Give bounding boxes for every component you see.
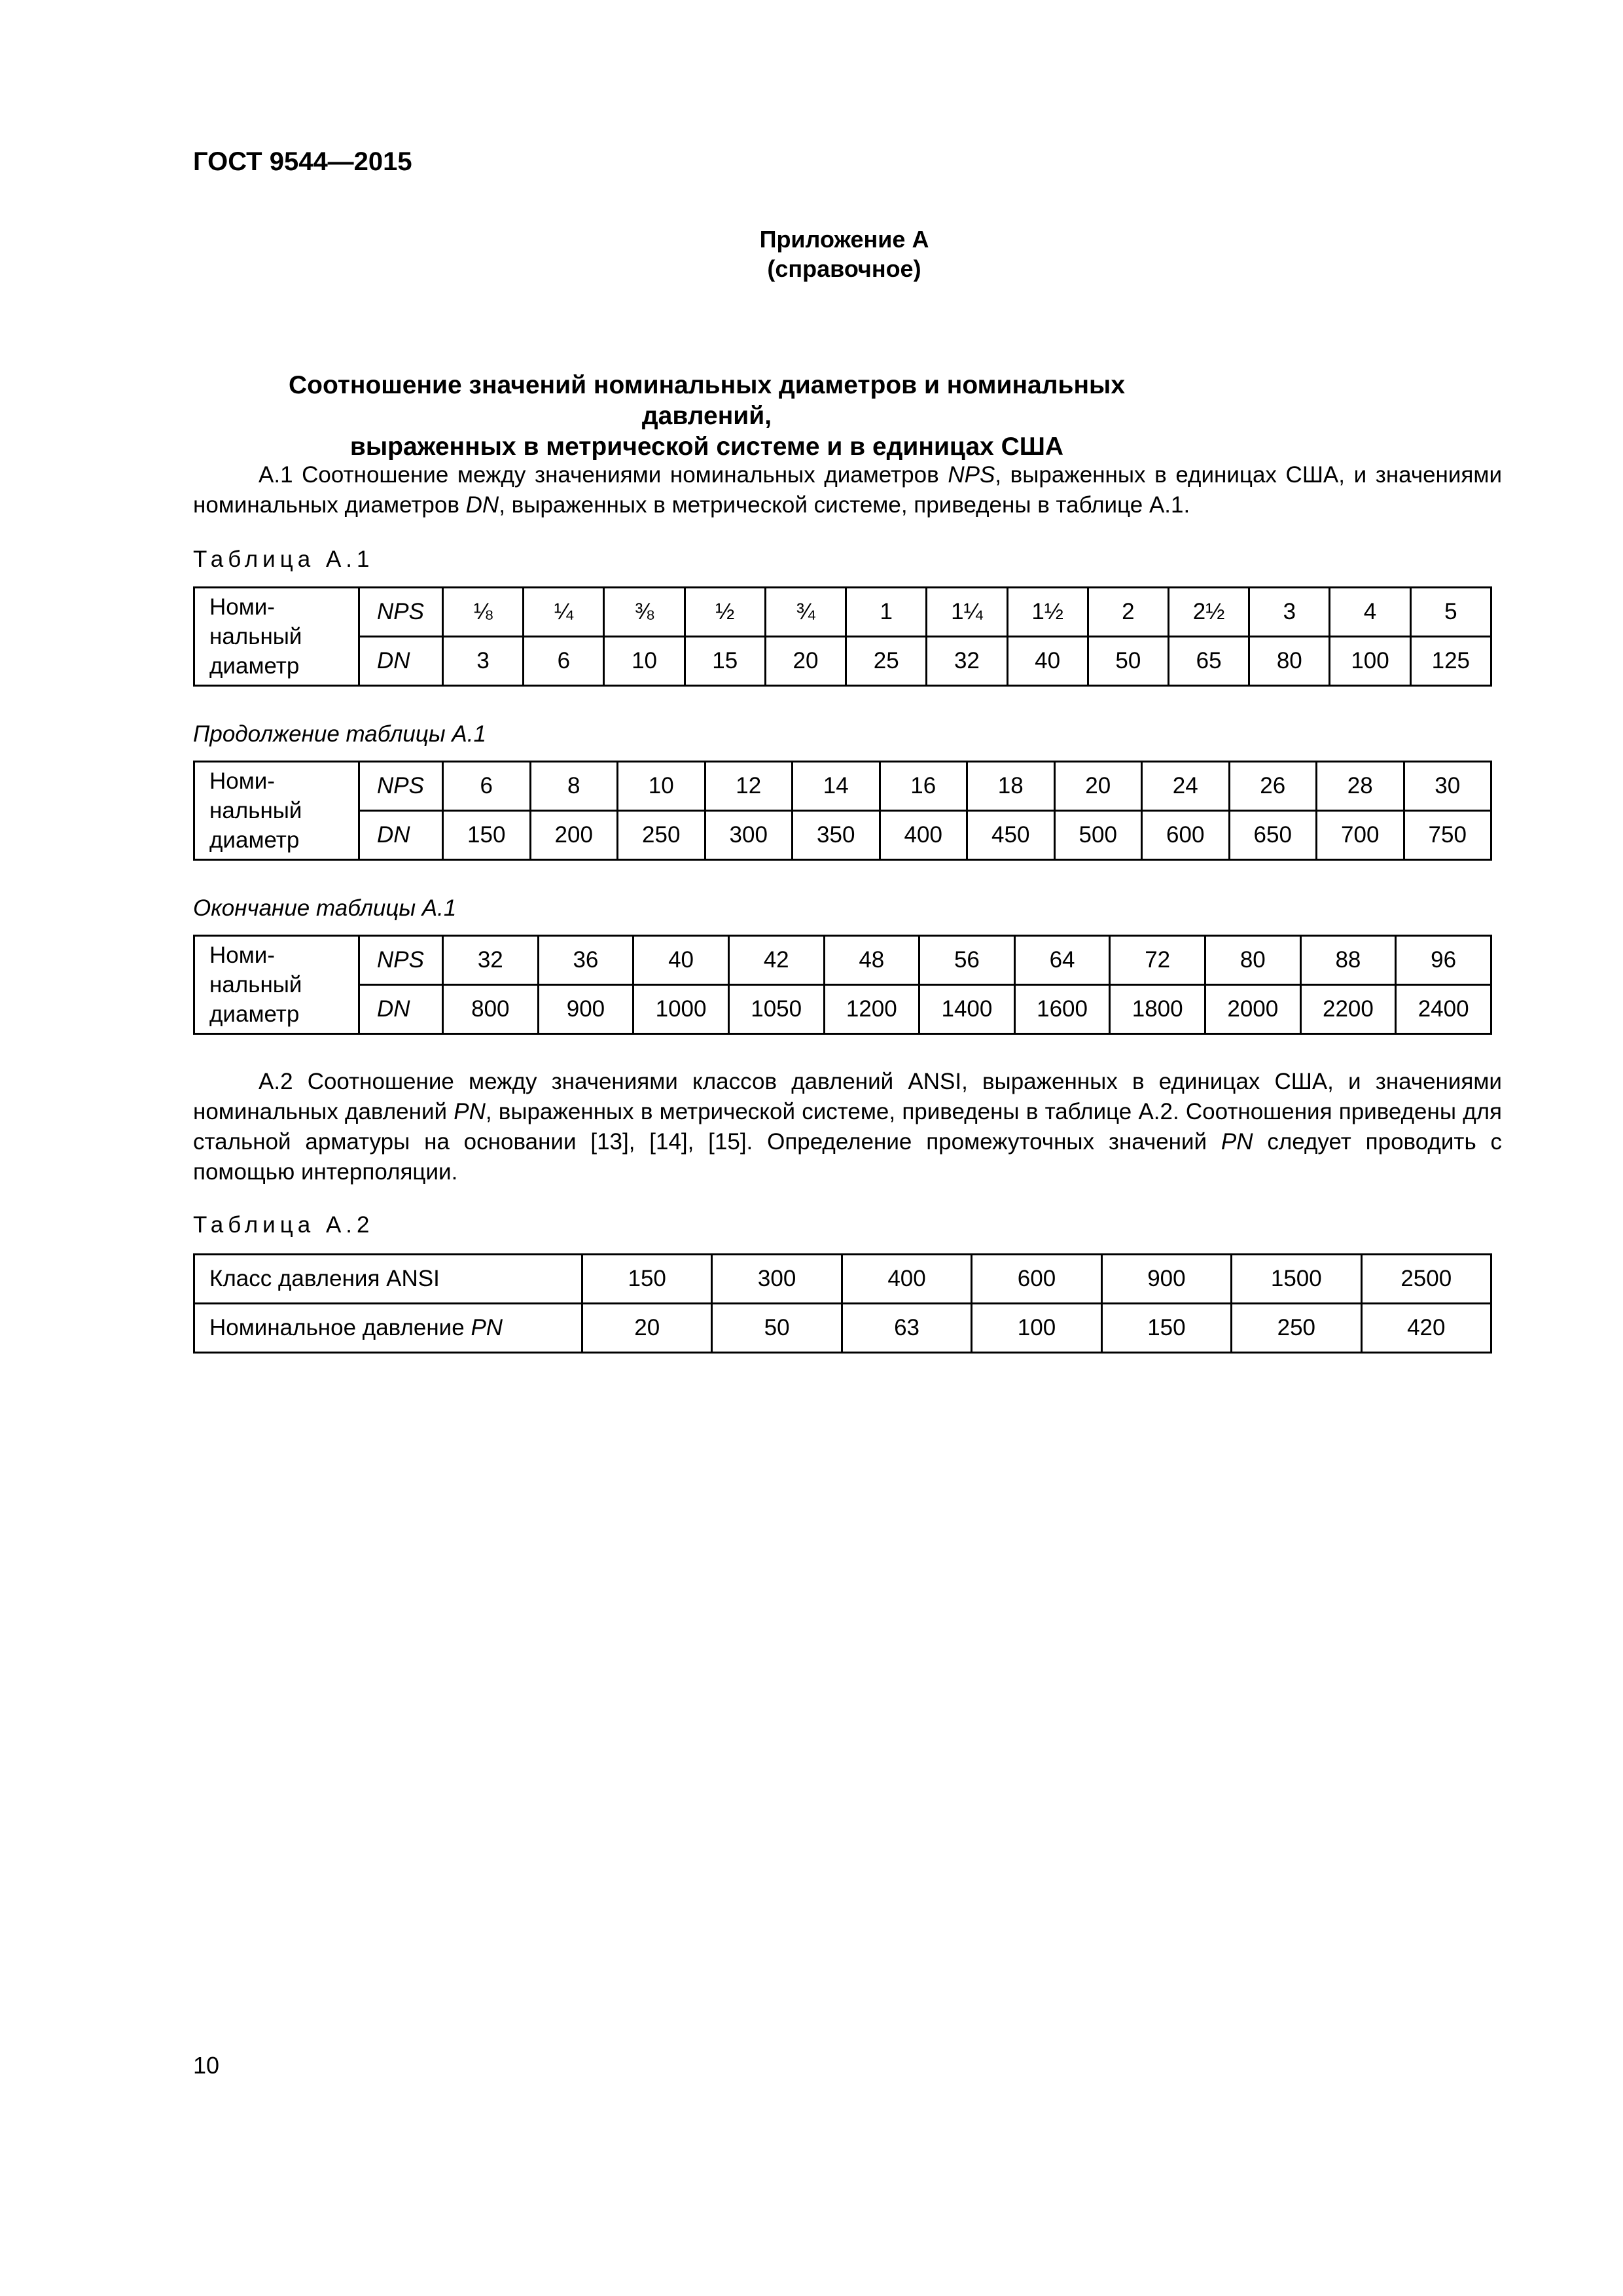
table-row-nps <box>194 588 1491 637</box>
dn-value-cell: 200 <box>530 811 618 860</box>
dn-label: DN <box>359 637 443 686</box>
nominal-pressure-value-cell: 150 <box>1101 1304 1231 1353</box>
nominal-pressure-label-text: Номинальное давление <box>209 1315 471 1340</box>
appendix-heading <box>0 224 1623 283</box>
table-a1-caption: Таблица А.1 <box>193 547 374 572</box>
dn-value-cell: 800 <box>443 985 539 1034</box>
nps-value-cell: 80 <box>1205 936 1301 985</box>
nps-value-cell: 2 <box>1088 588 1168 637</box>
dn-value-cell: 650 <box>1229 811 1317 860</box>
nps-value-cell: 1¼ <box>927 588 1007 637</box>
dn-value-cell: 1400 <box>919 985 1015 1034</box>
paragraph-a2-text-1: А.2 Соотношение между значениями классов давлений ANSI, выраженных в единицах США, и значениями номинальных давлений <box>193 1069 1502 1124</box>
row-header-line-1: Номи- <box>209 942 276 968</box>
paragraph-a2-text-2: , выраженных в метрической системе, приведены в таблице А.2. Соотношения приведены для стальной арматуры на основании [13], [14], [15]. Определение промежуточных значений <box>193 1099 1502 1155</box>
nps-value-cell: ¼ <box>524 588 604 637</box>
table-a1-part-2 <box>193 761 1492 861</box>
nps-value-cell: ¾ <box>765 588 846 637</box>
paragraph-a2-pn-2: PN <box>1221 1129 1253 1155</box>
dn-value-cell: 450 <box>967 811 1055 860</box>
nps-value-cell: 6 <box>443 762 531 811</box>
nominal-pressure-symbol: PN <box>471 1315 503 1340</box>
row-header-line-3: диаметр <box>209 1001 300 1027</box>
table-row-dn <box>194 985 1491 1034</box>
nps-value-cell: 28 <box>1317 762 1404 811</box>
nps-value-cell: 1½ <box>1007 588 1088 637</box>
dn-value-cell: 250 <box>618 811 705 860</box>
dn-value-cell: 10 <box>604 637 685 686</box>
nps-value-cell: 10 <box>618 762 705 811</box>
dn-value-cell: 600 <box>1142 811 1230 860</box>
nps-value-cell: 18 <box>967 762 1055 811</box>
nps-label: NPS <box>359 936 443 985</box>
nps-value-cell: 96 <box>1396 936 1491 985</box>
table-row-ansi-class <box>194 1255 1491 1304</box>
paragraph-a2-pn-1: PN <box>454 1099 486 1124</box>
nps-value-cell: 26 <box>1229 762 1317 811</box>
nps-value-cell: 30 <box>1404 762 1491 811</box>
nps-value-cell: 1 <box>846 588 927 637</box>
page-number: 10 <box>193 2052 220 2079</box>
table-a1-part-3 <box>193 935 1492 1035</box>
ansi-class-value-cell: 300 <box>712 1255 842 1304</box>
row-header-nominal-diameter <box>194 588 359 686</box>
row-header-line-3: диаметр <box>209 827 300 853</box>
paragraph-a1 <box>193 460 1502 520</box>
nominal-pressure-value-cell: 63 <box>842 1304 971 1353</box>
nps-value-cell: 64 <box>1014 936 1110 985</box>
dn-value-cell: 1600 <box>1014 985 1110 1034</box>
dn-value-cell: 1200 <box>824 985 919 1034</box>
dn-value-cell: 300 <box>705 811 793 860</box>
nps-label: NPS <box>359 762 443 811</box>
nps-value-cell: 2½ <box>1168 588 1249 637</box>
nps-value-cell: 40 <box>633 936 729 985</box>
nps-value-cell: 36 <box>538 936 633 985</box>
dn-value-cell: 350 <box>793 811 880 860</box>
nps-value-cell: 3 <box>1249 588 1330 637</box>
nps-value-cell: 8 <box>530 762 618 811</box>
dn-value-cell: 15 <box>685 637 765 686</box>
dn-value-cell: 32 <box>927 637 1007 686</box>
paragraph-a1-nps: NPS <box>948 462 995 488</box>
nps-value-cell: 14 <box>793 762 880 811</box>
dn-value-cell: 1000 <box>633 985 729 1034</box>
table-row-nps <box>194 936 1491 985</box>
row-header-line-2: нальный <box>209 798 302 823</box>
row-header-line-1: Номи- <box>209 768 276 794</box>
paragraph-a1-dn: DN <box>465 492 499 518</box>
table-a1-part-1 <box>193 586 1492 687</box>
ansi-class-value-cell: 1500 <box>1232 1255 1361 1304</box>
dn-value-cell: 500 <box>1054 811 1142 860</box>
nps-value-cell: 16 <box>880 762 967 811</box>
table-row-dn <box>194 637 1491 686</box>
table-a1-ending-caption: Окончание таблицы А.1 <box>193 895 457 921</box>
table-a2-caption: Таблица А.2 <box>193 1212 374 1238</box>
dn-value-cell: 150 <box>443 811 531 860</box>
dn-value-cell: 2000 <box>1205 985 1301 1034</box>
section-title-line-1: Соотношение значений номинальных диаметров и номинальных давлений, <box>288 371 1126 430</box>
ansi-class-value-cell: 150 <box>582 1255 712 1304</box>
dn-value-cell: 2400 <box>1396 985 1491 1034</box>
row-header-nominal-diameter <box>194 762 359 860</box>
nps-value-cell: 72 <box>1110 936 1205 985</box>
dn-value-cell: 100 <box>1330 637 1410 686</box>
ansi-class-value-cell: 400 <box>842 1255 971 1304</box>
paragraph-a2 <box>193 1067 1502 1187</box>
paragraph-a1-text-2: , выраженных в единицах США, и значениями номинальных диаметров <box>193 462 1502 518</box>
dn-value-cell: 65 <box>1168 637 1249 686</box>
dn-value-cell: 40 <box>1007 637 1088 686</box>
dn-value-cell: 1050 <box>728 985 824 1034</box>
nps-value-cell: 5 <box>1410 588 1491 637</box>
dn-value-cell: 750 <box>1404 811 1491 860</box>
table-row-nominal-pressure <box>194 1304 1491 1353</box>
paragraph-a2-text-3: следует проводить с помощью интерполяции. <box>193 1129 1502 1185</box>
nps-value-cell: ⅜ <box>604 588 685 637</box>
section-title-line-2: выраженных в метрической системе и в единицах США <box>349 433 1064 461</box>
appendix-title: Приложение А <box>759 226 929 253</box>
dn-value-cell: 900 <box>538 985 633 1034</box>
nps-value-cell: 24 <box>1142 762 1230 811</box>
nps-value-cell: ⅛ <box>443 588 524 637</box>
nps-value-cell: 4 <box>1330 588 1410 637</box>
dn-value-cell: 3 <box>443 637 524 686</box>
nps-value-cell: 20 <box>1054 762 1142 811</box>
nominal-pressure-value-cell: 420 <box>1361 1304 1491 1353</box>
nps-value-cell: 56 <box>919 936 1015 985</box>
nps-value-cell: 12 <box>705 762 793 811</box>
row-header-line-3: диаметр <box>209 653 300 679</box>
dn-value-cell: 700 <box>1317 811 1404 860</box>
table-row-nps <box>194 762 1491 811</box>
dn-label: DN <box>359 985 443 1034</box>
nps-value-cell: 32 <box>443 936 539 985</box>
dn-value-cell: 25 <box>846 637 927 686</box>
dn-value-cell: 1800 <box>1110 985 1205 1034</box>
nps-value-cell: ½ <box>685 588 765 637</box>
paragraph-a1-text-3: , выраженных в метрической системе, приведены в таблице А.1. <box>499 492 1190 518</box>
dn-value-cell: 80 <box>1249 637 1330 686</box>
ansi-class-value-cell: 600 <box>972 1255 1101 1304</box>
nominal-pressure-value-cell: 20 <box>582 1304 712 1353</box>
ansi-class-label: Класс давления ANSI <box>194 1255 582 1304</box>
row-header-line-1: Номи- <box>209 594 276 620</box>
table-a1-continuation-caption: Продолжение таблицы А.1 <box>193 721 486 747</box>
row-header-nominal-diameter <box>194 936 359 1034</box>
appendix-kind: (справочное) <box>767 255 921 282</box>
dn-label: DN <box>359 811 443 860</box>
row-header-line-2: нальный <box>209 624 302 649</box>
nps-value-cell: 48 <box>824 936 919 985</box>
nps-label: NPS <box>359 588 443 637</box>
section-title <box>262 370 1152 462</box>
dn-value-cell: 6 <box>524 637 604 686</box>
ansi-class-value-cell: 900 <box>1101 1255 1231 1304</box>
row-header-line-2: нальный <box>209 972 302 997</box>
nominal-pressure-label <box>194 1304 582 1353</box>
nominal-pressure-value-cell: 100 <box>972 1304 1101 1353</box>
table-row-dn <box>194 811 1491 860</box>
dn-value-cell: 2200 <box>1300 985 1396 1034</box>
document-id: ГОСТ 9544—2015 <box>193 147 412 176</box>
dn-value-cell: 50 <box>1088 637 1168 686</box>
table-a2 <box>193 1253 1492 1354</box>
nominal-pressure-value-cell: 250 <box>1232 1304 1361 1353</box>
dn-value-cell: 400 <box>880 811 967 860</box>
nps-value-cell: 42 <box>728 936 824 985</box>
nps-value-cell: 88 <box>1300 936 1396 985</box>
ansi-class-value-cell: 2500 <box>1361 1255 1491 1304</box>
dn-value-cell: 125 <box>1410 637 1491 686</box>
paragraph-a1-text-1: А.1 Соотношение между значениями номинальных диаметров <box>259 462 948 488</box>
dn-value-cell: 20 <box>765 637 846 686</box>
nominal-pressure-value-cell: 50 <box>712 1304 842 1353</box>
